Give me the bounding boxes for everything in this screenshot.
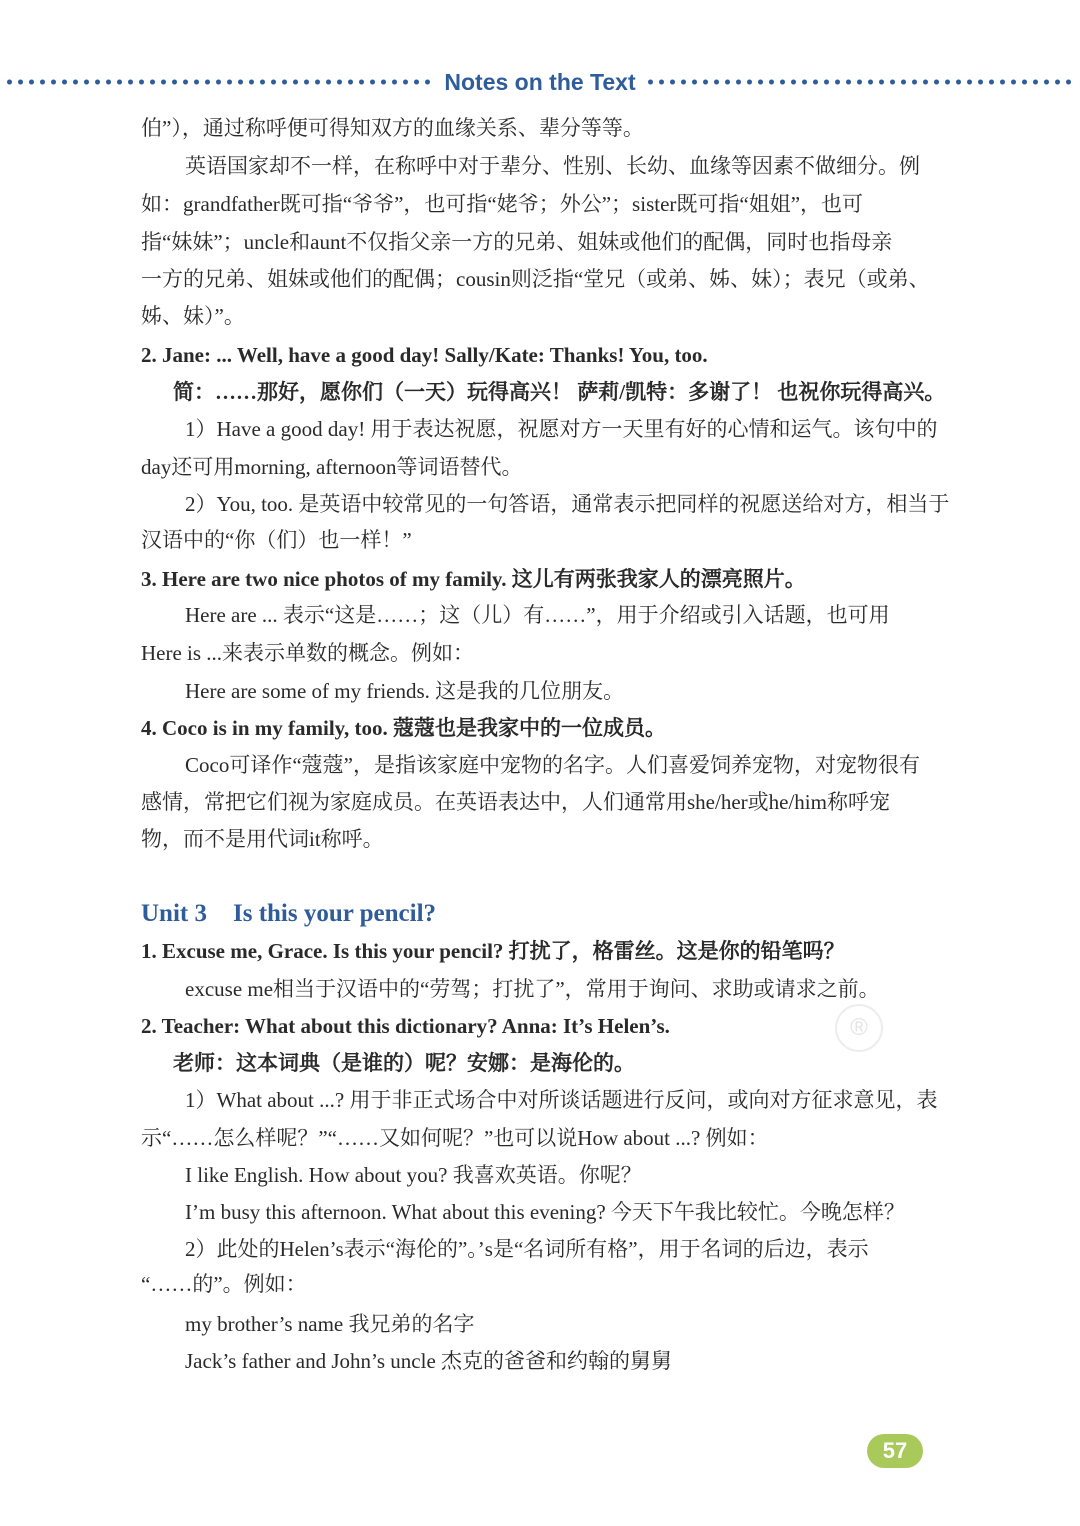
unit-title: Is this your pencil? — [232, 900, 437, 927]
text-line: 如：grandfather既可指“爷爷”，也可指“姥爷；外公”；sister既可指“姐姐”，也可 — [141, 192, 864, 216]
header-dots-left — [4, 78, 435, 86]
example-line: I like English. How about you? 我喜欢英语。你呢？ — [185, 1163, 642, 1187]
text-line: day还可用morning, afternoon等词语替代。 — [141, 455, 523, 479]
text-line: Coco可译作“蔻蔻”，是指该家庭中宠物的名字。人们喜爱饲养宠物，对宠物很有 — [185, 753, 920, 777]
text-line: 示“……怎么样呢？”“……又如何呢？”也可以说How about ...? 例如： — [141, 1126, 769, 1150]
text-line: 指“妹妹”；uncle和aunt不仅指父亲一方的兄弟、姐妹或他们的配偶，同时也指母亲 — [141, 230, 893, 254]
example-line: my brother’s name 我兄弟的名字 — [185, 1312, 475, 1336]
text-line: 汉语中的“你（们）也一样！” — [141, 528, 412, 552]
unit-heading — [141, 898, 436, 930]
example-line: I’m busy this afternoon. What about this evening? 今天下午我比较忙。今晚怎样？ — [185, 1200, 905, 1224]
header-title: Notes on the Text — [444, 68, 636, 95]
text-line: Here is ...来表示单数的概念。例如： — [141, 641, 475, 665]
note-translation: 简：……那好，愿你们（一天）玩得高兴！ 萨莉/凯特：多谢了！ 也祝你玩得高兴。 — [173, 380, 946, 404]
page-number: 57 — [867, 1434, 923, 1468]
text-line: excuse me相当于汉语中的“劳驾；打扰了”，常用于询问、求助或请求之前。 — [185, 977, 880, 1001]
header-dots-right — [645, 78, 1076, 86]
text-line: 1）What about ...? 用于非正式场合中对所谈话题进行反问，或向对方征求意见，表 — [185, 1088, 938, 1112]
text-line: 英语国家却不一样，在称呼中对于辈分、性别、长幼、血缘等因素不做细分。例 — [185, 154, 920, 178]
text-line: 伯”），通过称呼便可得知双方的血缘关系、辈分等等。 — [141, 116, 644, 140]
note-heading: 4. Coco is in my family, too. 蔻蔻也是我家中的一位成员。 — [141, 716, 666, 740]
note-heading: 3. Here are two nice photos of my family. 这儿有两张我家人的漂亮照片。 — [141, 567, 806, 591]
note-heading: 1. Excuse me, Grace. Is this your pencil? 打扰了，格雷丝。这是你的铅笔吗？ — [141, 939, 845, 963]
note-translation: 老师：这本词典（是谁的）呢？安娜：是海伦的。 — [173, 1051, 635, 1075]
text-line: Here are ... 表示“这是……；这（儿）有……”，用于介绍或引入话题，也可用 — [185, 603, 890, 627]
registered-watermark-icon: ® — [835, 1004, 883, 1052]
text-line: “……的”。例如： — [141, 1272, 307, 1296]
note-heading: 2. Teacher: What about this dictionary? Anna: It’s Helen’s. — [141, 1014, 670, 1038]
text-line: 1）Have a good day! 用于表达祝愿，祝愿对方一天里有好的心情和运气。该句中的 — [185, 417, 938, 441]
text-line: 感情，常把它们视为家庭成员。在英语表达中，人们通常用she/her或he/him称呼宠 — [141, 790, 890, 814]
text-line: 一方的兄弟、姐妹或他们的配偶；cousin则泛指“堂兄（或弟、姊、妹）；表兄（或弟、 — [141, 267, 930, 291]
text-line: 物，而不是用代词it称呼。 — [141, 827, 384, 851]
text-line: 2）此处的Helen’s表示“海伦的”。’s是“名词所有格”，用于名词的后边，表示 — [185, 1237, 869, 1261]
text-line: 姊、妹）”。 — [141, 304, 245, 328]
example-line: Here are some of my friends. 这是我的几位朋友。 — [185, 679, 625, 703]
example-line: Jack’s father and John’s uncle 杰克的爸爸和约翰的舅舅 — [185, 1349, 673, 1373]
running-header — [0, 62, 1080, 102]
note-heading: 2. Jane: ... Well, have a good day! Sally/Kate: Thanks! You, too. — [141, 343, 708, 367]
text-line: 2）You, too. 是英语中较常见的一句答语，通常表示把同样的祝愿送给对方，相当于 — [185, 492, 950, 516]
unit-label: Unit 3 — [141, 900, 207, 927]
